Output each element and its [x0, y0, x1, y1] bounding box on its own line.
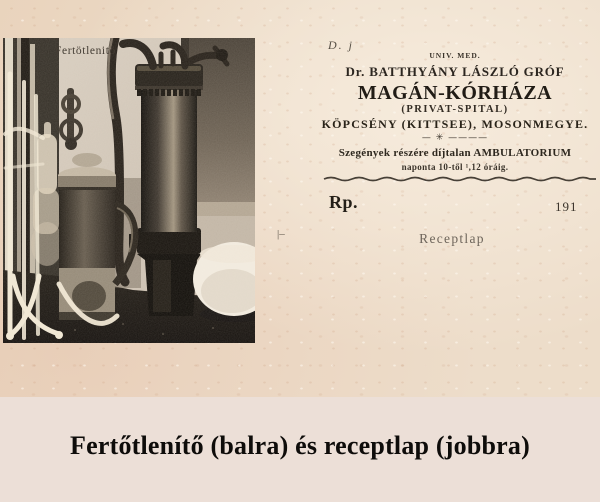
- prescription-letterhead: [258, 0, 600, 397]
- caption-bar: [0, 397, 600, 502]
- rp-label: Rp.: [329, 192, 359, 212]
- photo-label: Fertötlenitö: [55, 45, 116, 57]
- ambulatorium-line: Szegények részére díjtalan AMBULATORIUM: [338, 147, 572, 159]
- photo-grain: [3, 38, 255, 343]
- divider-ornament: — ✳ ————: [421, 133, 489, 143]
- margin-mark: |–: [277, 228, 285, 240]
- disinfector-photo-graphic: [3, 38, 255, 343]
- letterhead-text-block: [310, 48, 600, 172]
- opening-hours-line: naponta 10-től ¹,12 óráig.: [401, 162, 509, 172]
- location-line: KÖPCSÉNY (KITTSEE), MOSONMEGYE.: [321, 117, 589, 131]
- hospital-title-line: MAGÁN-KÓRHÁZA: [357, 82, 553, 104]
- doctor-name-line: Dr. BATTHYÁNY LÁSZLÓ GRÓF: [345, 64, 565, 79]
- wavy-rule: [323, 174, 597, 184]
- figure-caption: Fertőtlenítő (balra) és receptlap (jobbra): [70, 431, 530, 460]
- year-stub: 191: [555, 199, 578, 214]
- handwritten-mark: D. j: [328, 38, 354, 52]
- privat-spital-line: (PRIVAT-SPITAL): [401, 104, 509, 115]
- univ-med-line: UNIV. MED.: [429, 51, 481, 60]
- receptlap-label: Receptlap: [419, 231, 485, 246]
- disinfector-photo: [3, 38, 255, 343]
